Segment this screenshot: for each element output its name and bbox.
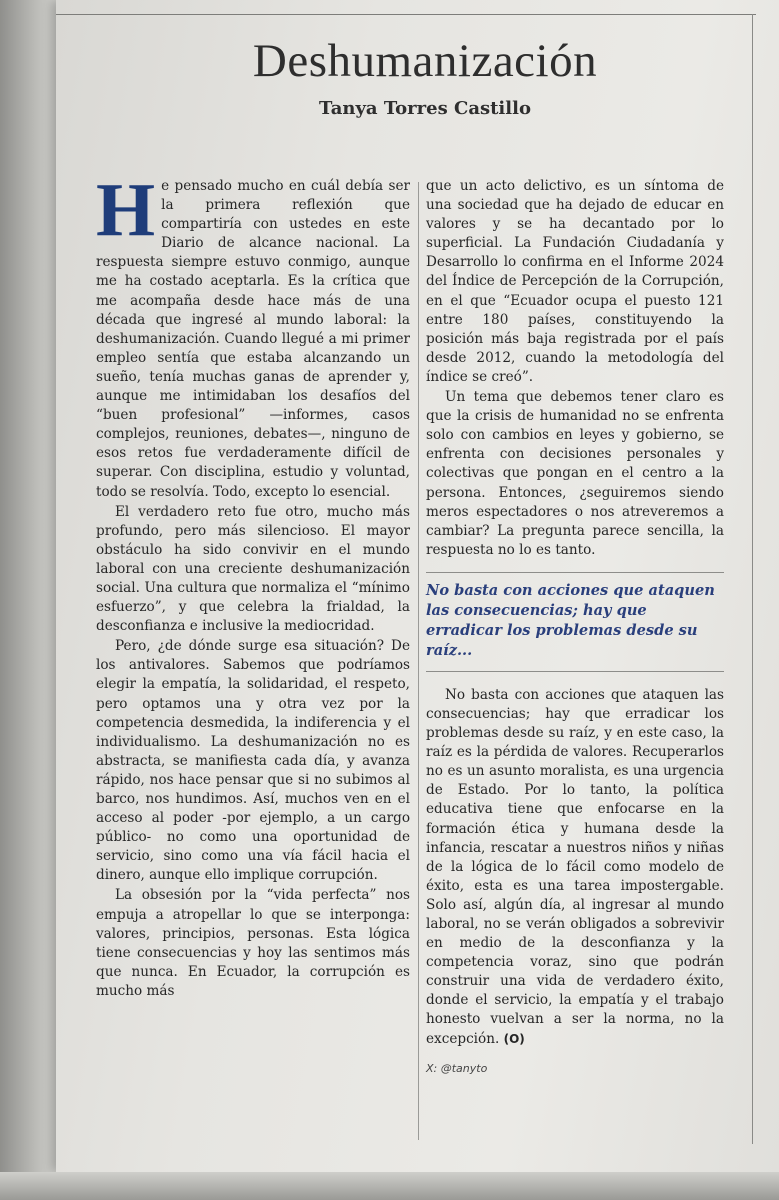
- column-divider: [418, 182, 419, 1140]
- article-column-1: [96, 168, 410, 1002]
- author-social-handle: X: @tanyto: [426, 1061, 488, 1075]
- paragraph-2: El verdadero reto fue otro, mucho más profundo, pero más silencioso. El mayor obstáculo ha sido convivir en el mundo laboral con una creciente deshumanización social. Una cultura que normaliza el “mínimo esfuerzo”, y que celebra la frialdad, la desconfianza e inclusive la mediocridad.: [96, 503, 410, 635]
- paragraph-6: Un tema que debemos tener claro es que la crisis de humanidad no se enfrenta solo con cambios en leyes y gobierno, se enfrenta con decisiones personales y colectivas que pongan en el centro a la persona. Entonces, ¿seguiremos siendo meros espectadores o nos atreveremos a cambiar? La pregunta parece sencilla, la respuesta no lo es tanto.: [426, 389, 724, 558]
- paragraph-7: [426, 686, 724, 1049]
- right-column-rule: [752, 14, 753, 1144]
- paragraph-7-text: No basta con acciones que ataquen las consecuencias; hay que erradicar los problemas desde su raíz, y en este caso, la raíz es la pérdida de valores. Recuperarlos no es un asunto moralista, es una urgencia de Estado. Por lo tanto, la política educativa tiene que enfocarse en la formación ética y humana desde la infancia, rescatar a nuestros niños y niñas de la lógica de lo fácil como modelo de éxito, esta es una tarea impostergable. Solo así, algún día, al ingresar al mundo laboral, no se verán obligados a sobrevivir en medio de la desconfianza y la competencia voraz, sino que podrán construir una vida de verdadero éxito, donde el servicio, la empatía y el trabajo honesto vuelvan a ser la norma, no la excepción.: [426, 686, 724, 1047]
- paragraph-3: Pero, ¿de dónde surge esa situación? De los antivalores. Sabemos que podríamos elegir la empatía, la solidaridad, el respeto, pero optamos una y otra vez por la competencia desmedida, la indiferencia y el individualismo. La deshumanización no es abstracta, se manifiesta cada día, y avanza rápido, nos hace pensar que si no subimos al barco, nos hundimos. Así, muchos ven en el acceso al poder -por ejemplo, a un cargo público- no como una oportunidad de servicio, sino como una vía fácil hacia el dinero, aunque ello implique corrupción.: [96, 638, 410, 884]
- paragraph-5: que un acto delictivo, es un síntoma de una sociedad que ha dejado de educar en valores y se ha decantado por lo superficial. La Fundación Ciudadanía y Desarrollo lo confirma en el Informe 2024 del Índice de Percepción de la Corrupción, en el que “Ecuador ocupa el puesto 121 entre 180 países, constituyendo la posición más baja registrada por el país desde 2012, cuando la metodología del índice se creó”.: [426, 178, 724, 385]
- pull-quote: No basta con acciones que ataquen las consecuencias; hay que erradicar los problemas desde su raíz...: [426, 572, 724, 672]
- article-column-2: [426, 177, 724, 1078]
- end-mark: (O): [503, 1031, 525, 1046]
- paragraph-1-text: e pensado mucho en cuál debía ser la primera reflexión que compartiría con ustedes en este Diario de alcance nacional. La respuesta siempre estuvo conmigo, aunque me ha costado aceptarla. Es la crítica que me acompaña desde hace más de una década que ingresé al mundo laboral: la deshumanización. Cuando llegué a mi primer empleo sentía que estaba alcanzando un sueño, tenía muchas ganas de aprender y, aunque me intimidaban los desafíos del “buen profesional” —informes, casos complejos, reuniones, debates—, ninguno de esos retos fue verdaderamente difícil de superar. Con disciplina, estudio y voluntad, todo se resolvía. Todo, excepto lo esencial.: [96, 178, 410, 500]
- drop-cap: H: [96, 168, 156, 252]
- article-byline: Tanya Torres Castillo: [319, 98, 531, 119]
- paragraph-4: La obsesión por la “vida perfecta” nos empuja a atropellar lo que se interponga: valores, principios, personas. Esta lógica tiene consecuencias y hoy las sentimos más que nunca. En Ecuador, la corrupción es mucho más: [96, 887, 410, 999]
- article-title: Deshumanización: [252, 35, 598, 87]
- paragraph-1: [96, 168, 410, 502]
- page-edge-bottom: [0, 1172, 779, 1200]
- page-edge-left: [0, 0, 60, 1200]
- top-rule: [56, 14, 756, 15]
